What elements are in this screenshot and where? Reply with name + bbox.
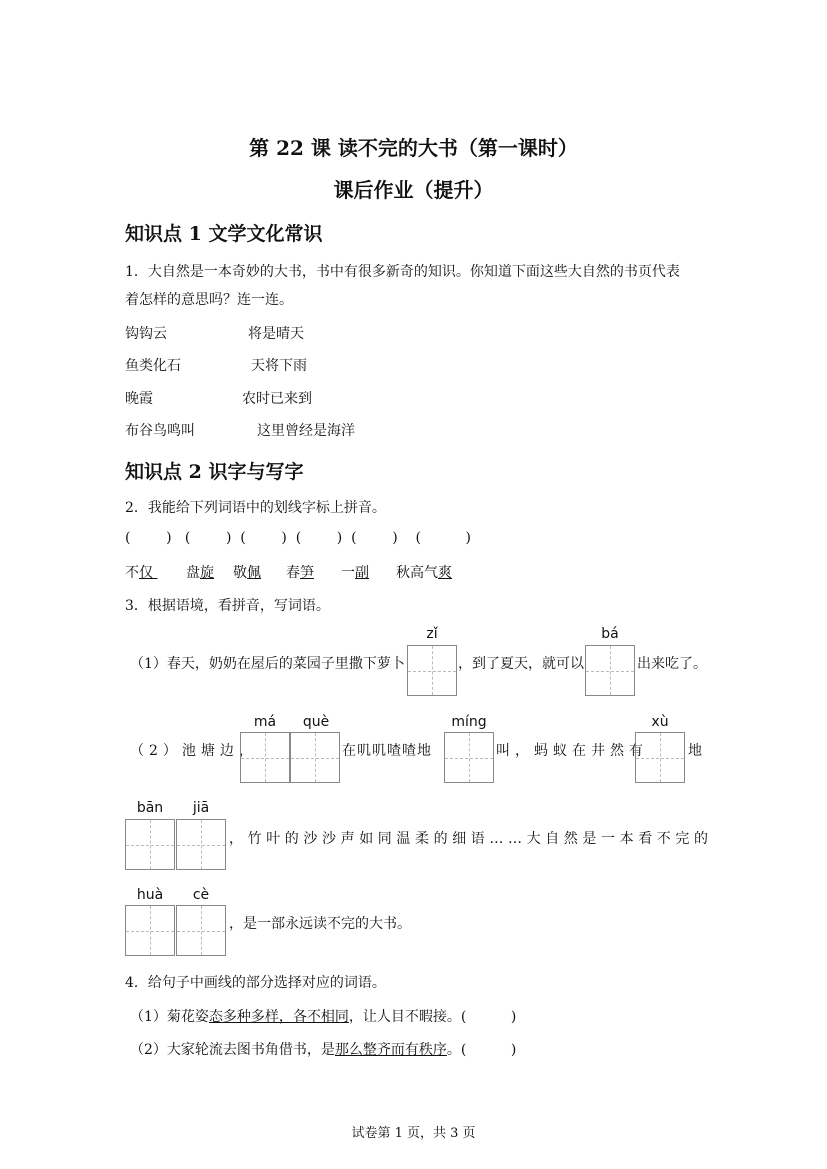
q4-prompt: 4．给句子中画线的部分选择对应的词语。: [125, 975, 386, 991]
word-text: 一: [341, 565, 355, 581]
section-heading-1: 知识点 1 文学文化常识: [125, 223, 323, 245]
writing-grid-box[interactable]: [176, 819, 226, 870]
q3-sentence2-part: 叫，蚂蚁在井然有: [496, 743, 648, 759]
underlined-phrase: 那么整齐而有秩序: [334, 1042, 447, 1058]
writing-grid-box[interactable]: [407, 645, 457, 696]
page-subtitle: 课后作业（提升）: [333, 178, 494, 202]
match-right-item: 农时已来到: [242, 391, 312, 407]
page-footer: 试卷第 1 页，共 3 页: [351, 1126, 476, 1141]
writing-grid-box[interactable]: [635, 732, 685, 783]
match-left-item: 布谷鸟鸣叫: [125, 423, 195, 439]
text: （2）大家轮流去图书角借书，是: [130, 1042, 335, 1058]
word-text: 不: [125, 565, 139, 581]
q2-word: [186, 562, 214, 582]
pinyin-label: bān: [136, 800, 164, 816]
writing-grid-box[interactable]: [585, 645, 635, 696]
text: （1）菊花姿: [130, 1009, 209, 1025]
q4-sentence1: [130, 1006, 516, 1026]
underlined-char: 仅: [139, 565, 158, 581]
q2-word: [233, 562, 261, 582]
word-text: 春: [286, 565, 300, 581]
writing-grid-box[interactable]: [125, 819, 175, 870]
q2-word: [396, 562, 452, 582]
q4-sentence2: [130, 1039, 516, 1059]
q1-line2: 着怎样的意思吗？连一连。: [125, 292, 293, 308]
underlined-char: 笋: [300, 565, 314, 581]
match-right-item: 天将下雨: [251, 358, 307, 374]
writing-grid-box[interactable]: [290, 732, 340, 783]
text: ，让人目不暇接。( ): [348, 1009, 517, 1025]
match-left-item: 晚霞: [125, 391, 153, 407]
word-text: 盘: [186, 565, 200, 581]
underlined-char: 爽: [438, 565, 452, 581]
pinyin-label: huà: [136, 887, 164, 903]
q3-sentence1-part: ，到了夏天，就可以: [458, 656, 584, 672]
q3-sentence3: ，竹叶的沙沙声如同温柔的细语……大自然是一本看不完的: [229, 831, 713, 847]
q3-prompt: 3．根据语境，看拼音，写词语。: [125, 598, 330, 614]
pinyin-label: cè: [192, 887, 210, 903]
q3-sentence1-part: （1）春天，奶奶在屋后的菜园子里撒下萝卜: [130, 656, 405, 672]
writing-grid-box[interactable]: [444, 732, 494, 783]
underlined-char: 旋: [200, 565, 214, 581]
q3-sentence2-part: （2）池塘边，: [130, 743, 258, 759]
underlined-char: 佩: [247, 565, 261, 581]
writing-grid-box[interactable]: [240, 732, 290, 783]
match-right-item: 这里曾经是海洋: [257, 423, 355, 439]
q2-answer-parens: ( ) ( ) ( ) ( ) ( ) ( ): [125, 530, 471, 546]
match-left-item: 钩钩云: [125, 326, 167, 342]
q3-sentence4: ，是一部永远读不完的大书。: [229, 916, 411, 932]
q1-line1: 1．大自然是一本奇妙的大书，书中有很多新奇的知识。你知道下面这些大自然的书页代表: [125, 264, 680, 280]
match-right-item: 将是晴天: [248, 326, 304, 342]
q3-sentence2-part: 地: [688, 743, 702, 759]
underlined-char: 副: [355, 565, 369, 581]
word-text: 敬: [233, 565, 247, 581]
writing-grid-box[interactable]: [125, 905, 175, 956]
underlined-phrase: 态多种多样，各不相同: [208, 1009, 349, 1025]
section-heading-2: 知识点 2 识字与写字: [125, 461, 304, 483]
pinyin-label: xù: [651, 714, 669, 730]
page-title: 第 22 课 读不完的大书（第一课时）: [249, 136, 578, 160]
q2-prompt: 2．我能给下列词语中的划线字标上拼音。: [125, 500, 386, 516]
q2-word: [341, 562, 369, 582]
text: 。( ): [446, 1042, 517, 1058]
pinyin-label: bá: [601, 626, 619, 642]
q3-sentence2-part: 在叽叽喳喳地: [342, 743, 432, 759]
match-left-item: 鱼类化石: [125, 358, 181, 374]
q2-word: [286, 562, 314, 582]
pinyin-label: míng: [451, 714, 487, 730]
word-text: 秋高气: [396, 565, 438, 581]
q3-sentence1-part: 出来吃了。: [637, 656, 707, 672]
q2-word: [125, 562, 157, 582]
pinyin-label: què: [302, 714, 330, 730]
pinyin-label: má: [253, 714, 277, 730]
writing-grid-box[interactable]: [176, 905, 226, 956]
pinyin-label: zǐ: [426, 626, 438, 642]
pinyin-label: jiā: [192, 800, 210, 816]
